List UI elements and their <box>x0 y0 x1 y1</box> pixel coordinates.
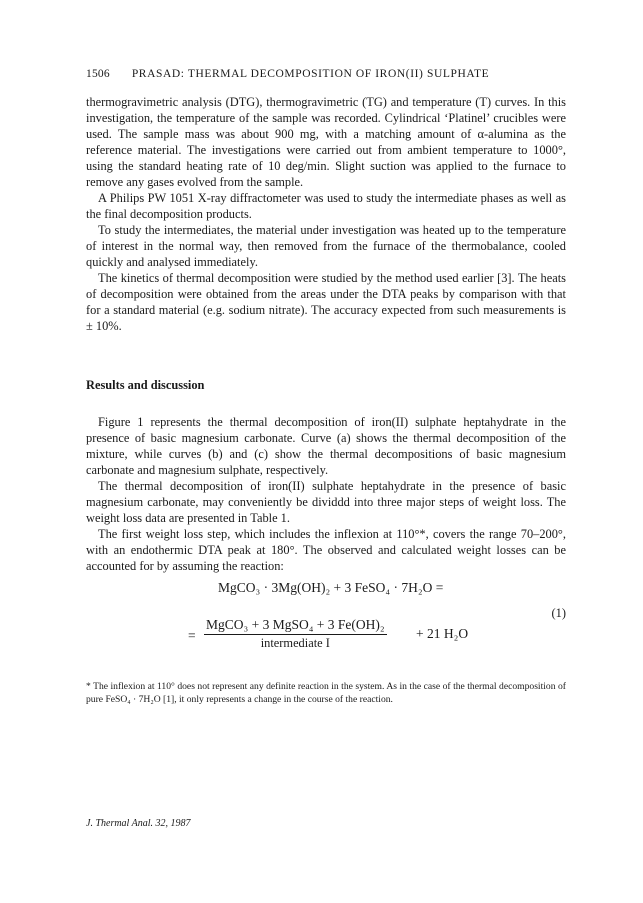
paragraph-methods-2: A Philips PW 1051 X-ray diffractometer was used to study the intermediate phases as well as the final decomposition products. <box>86 191 566 221</box>
page-number: 1506 <box>86 68 110 80</box>
paragraph-results-3: The first weight loss step, which includes the inflexion at 110°*, covers the range 70–200°, with an endothermic DTA peak at 180°. The observed and calculated weight losses can be accounted for by assuming the reaction: <box>86 527 566 573</box>
section-heading: Results and discussion <box>86 378 205 392</box>
equation-number: (1) <box>551 606 566 620</box>
equation-numerator: MgCO₃ + 3 MgSO₄ + 3 Fe(OH)₂ <box>204 617 387 635</box>
equation-equals: = <box>188 628 196 643</box>
paragraph-methods-3: To study the intermediates, the material under investigation was heated up to the temperature of interest in the normal way, then removed from the furnace of the thermobalance, cooled quickly and analysed immediately. <box>86 223 566 269</box>
footnote: * The inflexion at 110° does not represent any definite reaction in the system. As in the case of the thermal decomposition of pure FeSO₄ · 7H₂O [1], it only represents a change in the course of the reaction. <box>86 681 566 705</box>
equation-fraction <box>204 617 387 651</box>
journal-citation: J. Thermal Anal. 32, 1987 <box>86 818 191 829</box>
page-content <box>86 68 566 706</box>
paragraph-methods-4: The kinetics of thermal decomposition were studied by the method used earlier [3]. The heats of decomposition were obtained from the areas under the DTA peaks by comparison with that for a standard material (e.g. sodium nitrate). The accuracy expected from such measurements is ± 10%. <box>86 271 566 333</box>
paragraph-results-1: Figure 1 represents the thermal decomposition of iron(II) sulphate heptahydrate in the presence of basic magnesium carbonate. Curve (a) shows the thermal decomposition of the mixture, while curves (b) and (c) show the thermal decompositions of basic magnesium carbonate and magnesium sulphate, respectively. <box>86 415 566 477</box>
paragraph-methods-1: thermogravimetric analysis (DTG), thermogravimetric (TG) and temperature (T) curves. In this investigation, the temperature of the sample was recorded. Cylindrical ‘Platinel’ crucibles were used. The sample mass was about 900 mg, with a matching amount of α-alumina as the reference material. The investigations were carried out from ambient temperature to 1000°, using the standard heating rate of 10 deg/min. Slight suction was applied to the furnace to remove any gases evolved from the sample. <box>86 95 566 189</box>
running-header <box>86 68 566 80</box>
equation-water-term: + 21 H₂O <box>416 626 469 641</box>
equation-1 <box>86 580 566 658</box>
equation-lhs: MgCO₃ · 3Mg(OH)₂ + 3 FeSO₄ · 7H₂O = <box>218 580 444 595</box>
paragraph-results-2: The thermal decomposition of iron(II) sulphate heptahydrate in the presence of basic magnesium carbonate, may conveniently be dividdd into three major steps of weight loss. The weight loss data are presented in Table 1. <box>86 479 566 525</box>
equation-denominator: intermediate I <box>260 636 330 650</box>
running-title: PRASAD: THERMAL DECOMPOSITION OF IRON(II) SULPHATE <box>131 68 490 80</box>
